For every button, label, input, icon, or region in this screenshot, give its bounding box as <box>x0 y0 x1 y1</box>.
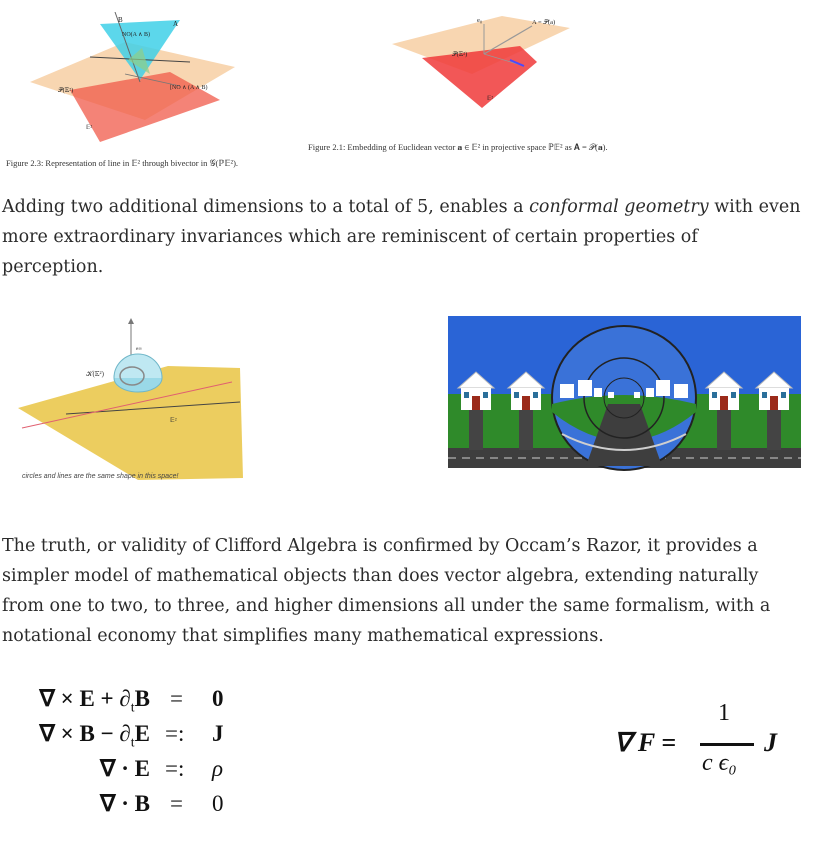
maxwell-row-3-rhs: ρ <box>212 756 224 781</box>
fig21-label-e0: e₀ <box>477 17 483 24</box>
conformal-label-e2: 𝔼² <box>170 417 177 424</box>
maxwell-equations <box>0 686 260 826</box>
compact-numerator: 1 <box>718 700 730 726</box>
paragraph-conformal-before: Adding two additional dimensions to a total of 5, enables a <box>2 197 530 217</box>
paragraph-conformal-after: with even more extraordinary invariances which are reminiscent of certain properties of perception. <box>2 197 801 277</box>
mirror-sphere <box>552 326 696 470</box>
fig23-label-b: B <box>118 16 123 24</box>
maxwell-row-2-lhs-sub: t <box>130 735 135 751</box>
fig23-label-star-ab: [NO ∧ (A ∧ B) <box>170 85 208 91</box>
maxwell-row-2-rhs: J <box>212 721 224 746</box>
maxwell-row-1-lhs-sub: t <box>130 700 135 716</box>
maxwell-row-2-op: =: <box>165 721 185 746</box>
figure-2-3-image <box>30 12 240 150</box>
maxwell-row-4-rhs: 0 <box>212 791 224 816</box>
figure-2-1-caption: Figure 2.1: Embedding of Euclidean vector 𝐚 ∈ 𝔼² in projective space ℙ𝔼² as 𝐀 = 𝒫(𝐚). <box>308 142 608 152</box>
maxwell-row-2-lhs-a: ∇ × B − ∂ <box>39 721 131 746</box>
compact-denominator: c ϵ₀ <box>702 750 737 776</box>
maxwell-row-1-lhs-b: B <box>134 686 150 711</box>
conformal-label-e: e∞ <box>136 347 142 352</box>
compact-lhs: ∇ F = <box>614 728 677 757</box>
paragraph-conformal <box>2 192 802 282</box>
fig21-label-pe2: 𝒫(𝔼²) <box>452 51 468 58</box>
houses-distortion-image <box>448 316 801 480</box>
fig23-label-a: A <box>173 20 179 28</box>
maxwell-row-1-rhs: 0 <box>212 686 224 711</box>
maxwell-row-1-op: = <box>170 686 183 711</box>
maxwell-row-4-lhs-a: ∇ · B <box>100 791 150 816</box>
fig21-label-e2: 𝔼² <box>487 96 494 102</box>
conformal-caption: circles and lines are the same shape in this space! <box>22 473 179 480</box>
paragraph-occam: The truth, or validity of Clifford Algebra is confirmed by Occam’s Razor, it provides a simpler model of mathematical objects than does vector algebra, extending naturally from one to two, to three, and higher dimensions all under the same formalism, with a notational economy that simplifies many mathematical expressions. <box>2 536 771 646</box>
fig23-label-e2: 𝔼² <box>86 125 93 131</box>
fig23-label-pe2: 𝒫(𝔼²) <box>58 87 74 94</box>
maxwell-row-4-op: = <box>170 791 183 816</box>
maxwell-row-4 <box>0 791 260 825</box>
fig21-label-a: A = 𝒫(a) <box>532 19 556 26</box>
maxwell-row-1 <box>0 686 260 720</box>
conformal-label-ke2: 𝒦(𝔼²) <box>86 370 104 378</box>
maxwell-row-2 <box>0 721 260 755</box>
compact-maxwell-equation <box>612 700 802 790</box>
maxwell-row-2-lhs-b: E <box>134 721 150 746</box>
maxwell-row-3-lhs-a: ∇ · E <box>100 756 150 781</box>
fig23-label-no-ab: NO(A ∧ B) <box>122 32 151 38</box>
figure-2-3-caption: Figure 2.3: Representation of line in 𝔼² through bivector in 𝒢(ℙ𝔼²). <box>6 158 239 168</box>
maxwell-row-3-op: =: <box>165 756 185 781</box>
compact-rhs: J <box>764 728 777 757</box>
fraction-bar <box>700 743 754 746</box>
maxwell-row-3 <box>0 756 260 790</box>
conformal-space-image <box>18 318 248 483</box>
maxwell-row-1-lhs-a: ∇ × E + ∂ <box>39 686 131 711</box>
figure-2-1-image <box>392 12 577 110</box>
paragraph-conformal-emphasis: conformal geometry <box>529 197 709 217</box>
